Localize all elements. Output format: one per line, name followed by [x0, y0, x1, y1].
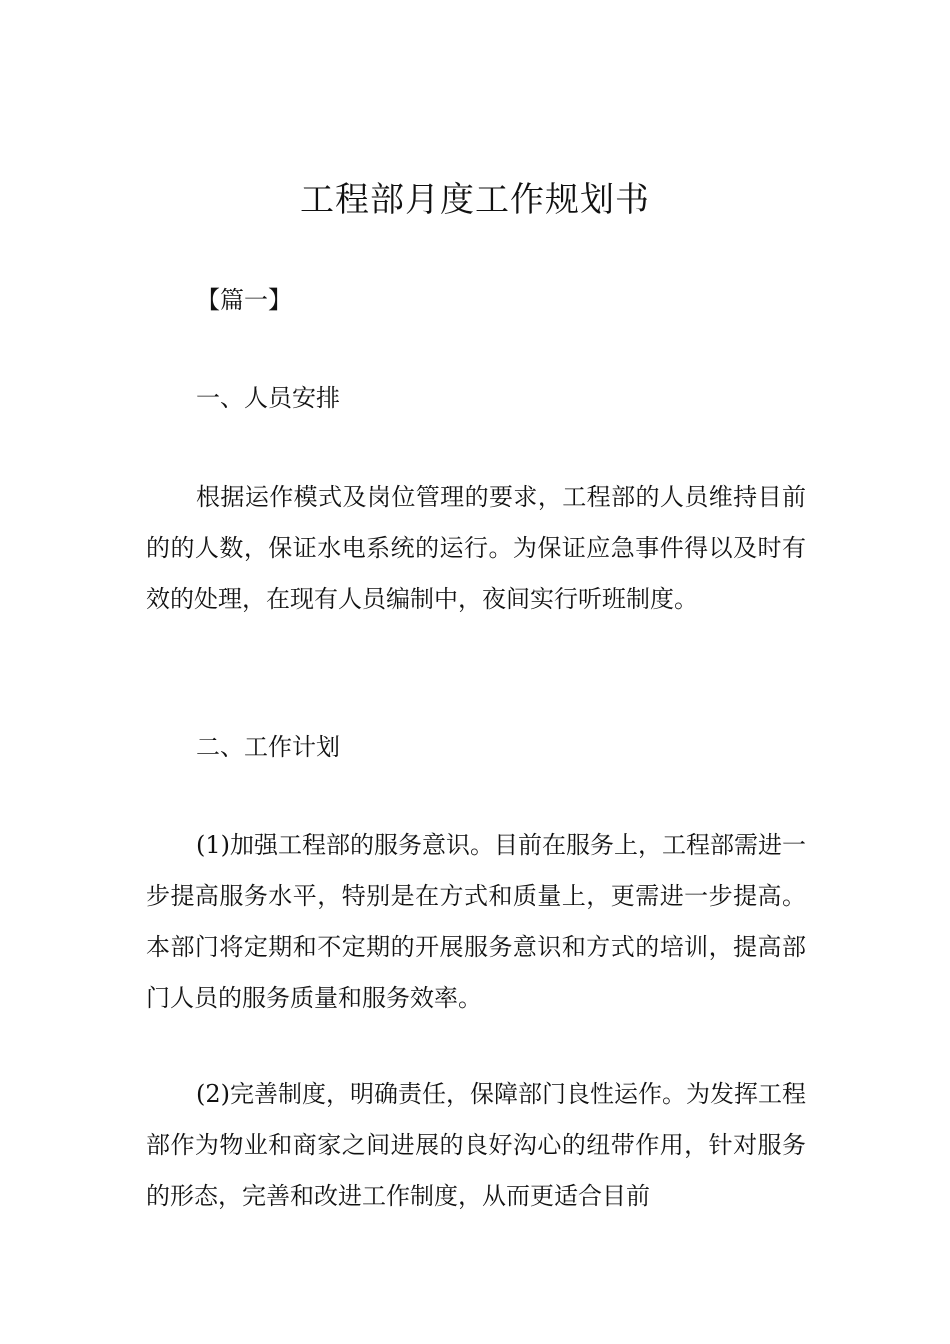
section-label: 【篇一】	[196, 286, 292, 314]
paragraph-plan-item-1: (1)加强工程部的服务意识。目前在服务上，工程部需进一步提高服务水平，特别是在方式和质量上，更需进一步提高。本部门将定期和不定期的开展服务意识和方式的培训，提高部门人员的服务质量和服务效率。	[146, 831, 806, 1012]
document-title: 工程部月度工作规划书	[300, 180, 650, 220]
heading-work-plan: 二、工作计划	[196, 733, 340, 761]
paragraph-staffing: 根据运作模式及岗位管理的要求，工程部的人员维持目前的的人数，保证水电系统的运行。为保证应急事件得以及时有效的处理，在现有人员编制中，夜间实行听班制度。	[146, 483, 806, 613]
paragraph-plan-item-2: (2)完善制度，明确责任，保障部门良性运作。为发挥工程部作为物业和商家之间进展的良好沟心的纽带作用，针对服务的形态，完善和改进工作制度，从而更适合目前	[146, 1080, 806, 1210]
heading-staffing: 一、人员安排	[196, 384, 340, 412]
